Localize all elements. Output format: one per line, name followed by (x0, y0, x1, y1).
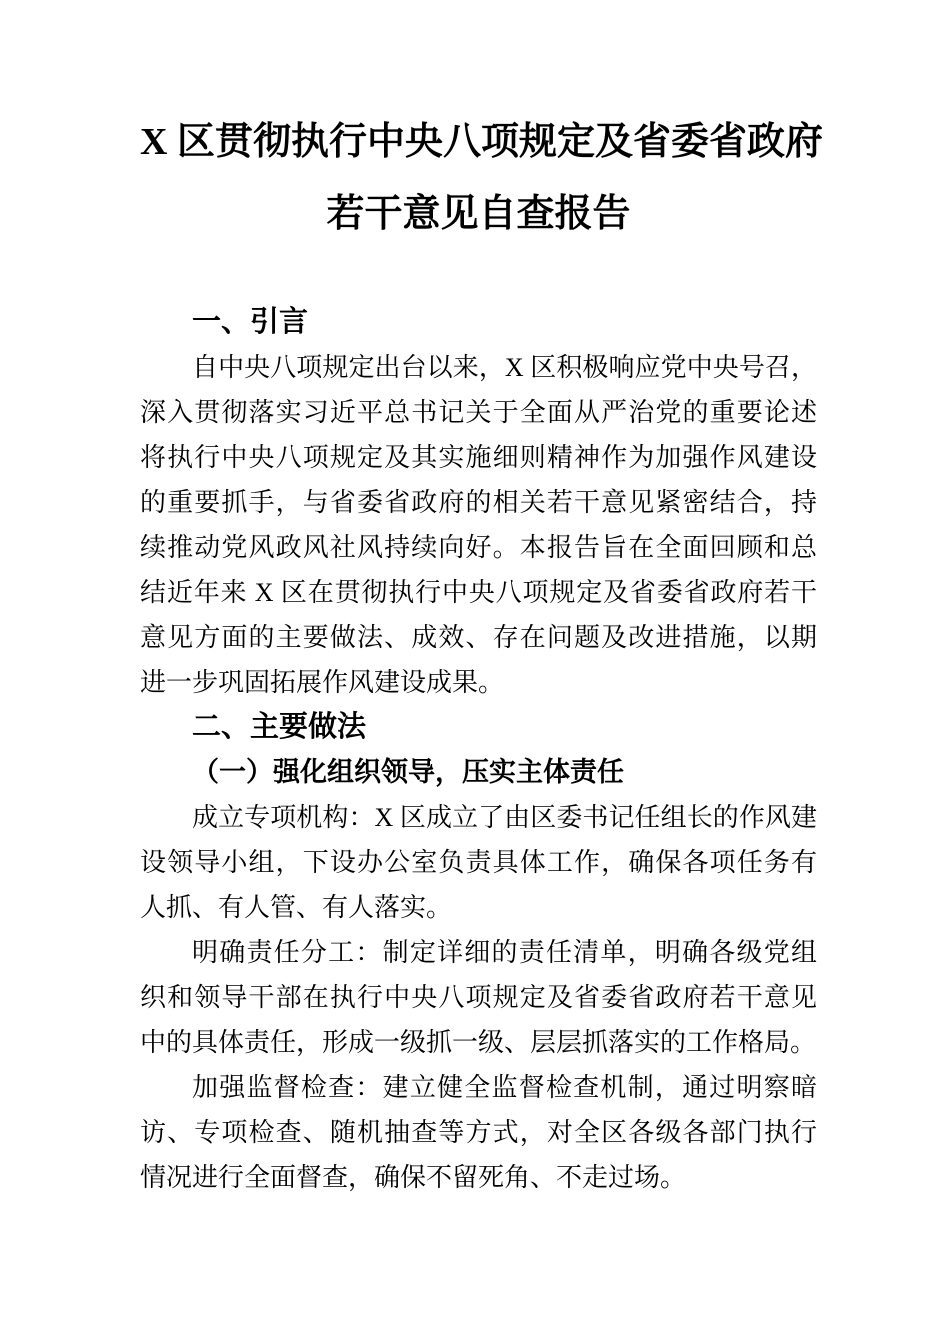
paragraph-line: 深入贯彻落实习近平总书记关于全面从严治党的重要论述 (140, 398, 817, 427)
section-heading: 一、引言 (192, 306, 309, 338)
paragraph-line: 进一步巩固拓展作风建设成果。 (140, 668, 505, 697)
paragraph-line: 织和领导干部在执行中央八项规定及省委省政府若干意见 (140, 983, 817, 1012)
paragraph-line: 访、专项检查、随机抽查等方式，对全区各级各部门执行 (140, 1118, 817, 1147)
paragraph-line: 加强监督检查：建立健全监督检查机制，通过明察暗 (192, 1073, 817, 1102)
paragraph-line: 将执行中央八项规定及其实施细则精神作为加强作风建设 (140, 443, 817, 472)
paragraph-line: 续推动党风政风社风持续向好。本报告旨在全面回顾和总 (140, 533, 817, 562)
paragraph-line: 明确责任分工：制定详细的责任清单，明确各级党组 (192, 938, 817, 967)
paragraph-line: 自中央八项规定出台以来，X 区积极响应党中央号召， (192, 353, 817, 382)
document-title-line-2: 若干意见自查报告 (326, 193, 631, 235)
document-body (140, 300, 817, 1200)
paragraph (140, 930, 817, 1065)
paragraph (140, 345, 817, 705)
section-heading: 二、主要做法 (192, 711, 367, 743)
paragraph-line: 中的具体责任，形成一级抓一级、层层抓落实的工作格局。 (140, 1028, 817, 1057)
paragraph-line: 设领导小组，下设办公室负责具体工作，确保各项任务有 (140, 848, 817, 877)
paragraph-line: 成立专项机构：X 区成立了由区委书记任组长的作风建 (192, 803, 817, 832)
paragraph-line: 的重要抓手，与省委省政府的相关若干意见紧密结合，持 (140, 488, 817, 517)
paragraph (140, 795, 817, 930)
sub-heading: （一）强化组织领导，压实主体责任 (192, 757, 624, 787)
document-title-line-1: X 区贯彻执行中央八项规定及省委省政府 (140, 121, 823, 163)
paragraph-line: 结近年来 X 区在贯彻执行中央八项规定及省委省政府若干 (140, 578, 817, 607)
document-title (140, 106, 823, 250)
paragraph-line: 情况进行全面督查，确保不留死角、不走过场。 (140, 1163, 687, 1192)
paragraph-line: 意见方面的主要做法、成效、存在问题及改进措施，以期 (140, 623, 817, 652)
paragraph (140, 1065, 817, 1200)
paragraph-line: 人抓、有人管、有人落实。 (140, 893, 453, 922)
